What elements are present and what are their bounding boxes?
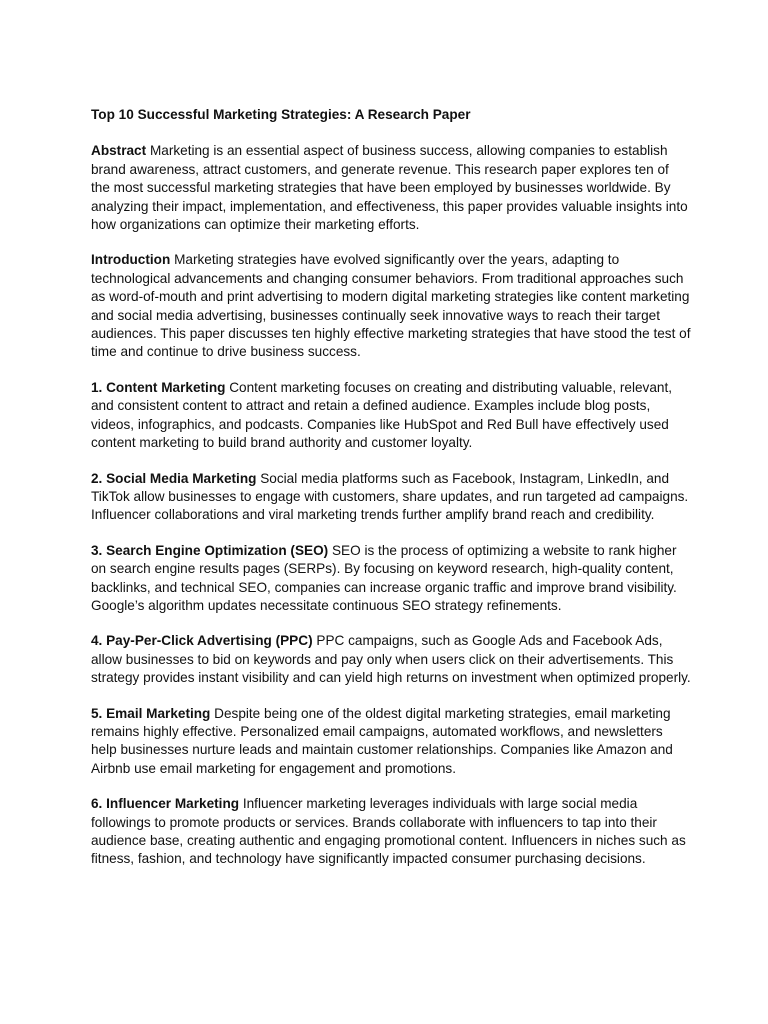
section-body: Social media platforms such as Facebook, Instagram, LinkedIn, and TikTok allow businesses to engage with customers, share updates, and run targeted ad campaigns. Influencer collaborations and viral marketing trends further amplify brand reach and credibility. bbox=[91, 470, 689, 523]
document-title: Top 10 Successful Marketing Strategies: A Research Paper bbox=[91, 107, 471, 122]
section-heading: 2. Social Media Marketing bbox=[91, 470, 257, 486]
section-social-media-marketing bbox=[91, 470, 691, 525]
section-body: Despite being one of the oldest digital marketing strategies, email marketing remains highly effective. Personalized email campaigns, automated workflows, and newsletters help businesses nurture leads and maintain customer relationships. Companies like Amazon and Airbnb use email marketing for engagement and promotions. bbox=[91, 705, 673, 776]
section-heading: 6. Influencer Marketing bbox=[91, 796, 240, 812]
section-heading: Abstract bbox=[91, 143, 147, 159]
section-email-marketing bbox=[91, 705, 691, 779]
section-body: Influencer marketing leverages individuals with large social media followings to promote products or services. Brands collaborate with influencers to tap into their audience base, creating authentic and engaging promotional content. Influencers in niches such as fitness, fashion, and technology have significantly impacted consumer purchasing decisions. bbox=[91, 796, 686, 867]
section-abstract bbox=[91, 142, 691, 234]
section-seo bbox=[91, 542, 691, 616]
section-heading: 4. Pay-Per-Click Advertising (PPC) bbox=[91, 633, 313, 649]
section-body: Content marketing focuses on creating and distributing valuable, relevant, and consistent content to attract and retain a defined audience. Examples include blog posts, videos, infographics, and podcasts. Companies like HubSpot and Red Bull have effectively used content marketing to build brand authority and customer loyalty. bbox=[91, 379, 673, 451]
section-heading: 5. Email Marketing bbox=[91, 705, 211, 721]
section-body: PPC campaigns, such as Google Ads and Facebook Ads, allow businesses to bid on keywords and pay only when users click on their advertisements. This strategy provides instant visibility and can yield high returns on investment when optimized properly. bbox=[91, 633, 691, 686]
section-introduction bbox=[91, 251, 691, 361]
section-ppc bbox=[91, 632, 691, 687]
section-content-marketing bbox=[91, 379, 691, 453]
section-heading: 3. Search Engine Optimization (SEO) bbox=[91, 542, 329, 558]
document-body bbox=[91, 106, 691, 886]
section-influencer-marketing bbox=[91, 795, 691, 869]
section-heading: 1. Content Marketing bbox=[91, 379, 226, 395]
section-body: Marketing strategies have evolved significantly over the years, adapting to technological advancements and changing consumer behaviors. From traditional approaches such as word-of-mouth and print advertising to modern digital marketing strategies like content marketing and social media advertising, businesses continually seek innovative ways to reach their target audiences. This paper discusses ten highly effective marketing strategies that have stood the test of time and continue to drive business success. bbox=[91, 252, 691, 360]
section-body: Marketing is an essential aspect of business success, allowing companies to establish brand awareness, attract customers, and generate revenue. This research paper explores ten of the most successful marketing strategies that have been employed by businesses worldwide. By analyzing their impact, implementation, and effectiveness, this paper provides valuable insights into how organizations can optimize their marketing efforts. bbox=[91, 143, 688, 233]
section-body: SEO is the process of optimizing a website to rank higher on search engine results pages (SERPs). By focusing on keyword research, high-quality content, backlinks, and technical SEO, companies can increase organic traffic and improve brand visibility. Google’s algorithm updates necessitate continuous SEO strategy refinements. bbox=[91, 542, 677, 613]
section-heading: Introduction bbox=[91, 252, 171, 268]
